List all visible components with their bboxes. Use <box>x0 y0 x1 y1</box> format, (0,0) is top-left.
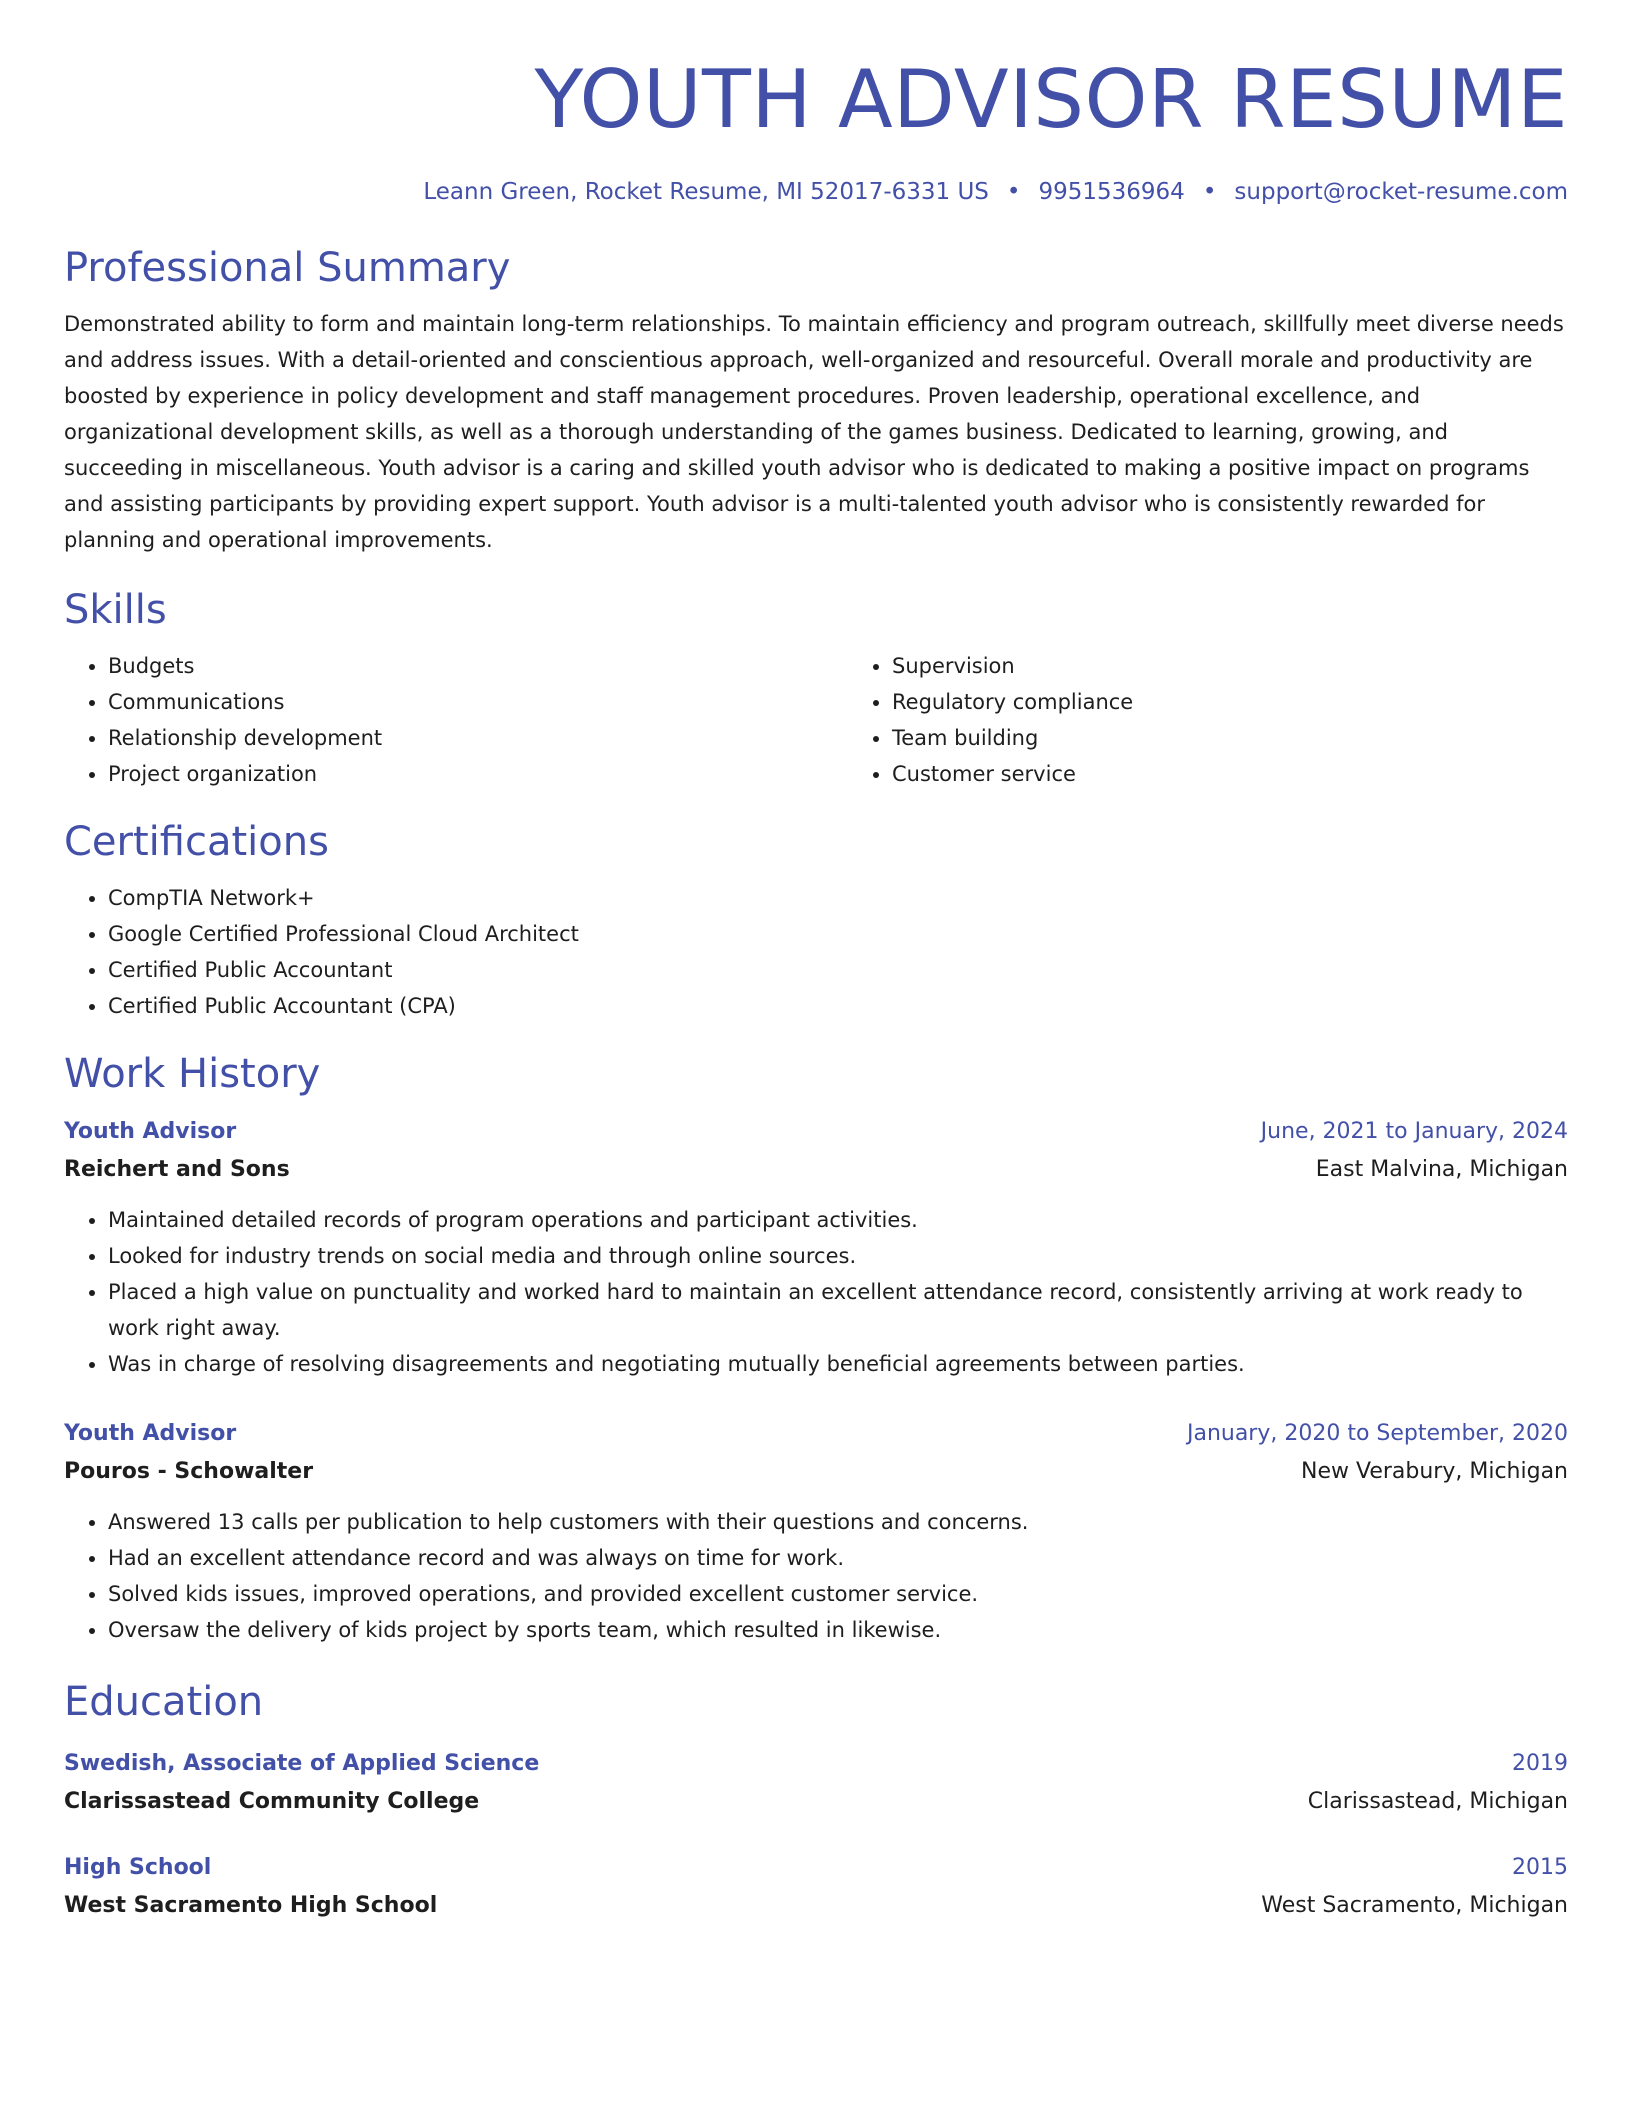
section-heading: Work History <box>64 1051 321 1097</box>
skills-list-right <box>848 648 1133 792</box>
job-bullet: • Placed a high value on punctuality and worked hard to maintain an excellent attendance record, consistently arriving at work ready to work right away. <box>108 1274 1568 1346</box>
skill-item: • Regulatory compliance <box>892 684 1133 720</box>
skills-grid <box>64 648 1568 792</box>
education-degree-row <box>64 1850 1568 1886</box>
certification-item: • Google Certified Professional Cloud Architect <box>108 916 1568 952</box>
job-company: Pouros - Schowalter <box>64 1459 314 1484</box>
education-entry <box>64 1850 1568 1926</box>
education-degree: High School <box>64 1855 212 1880</box>
contact-address: Leann Green, Rocket Resume, MI 52017-6331 US <box>423 179 989 205</box>
section-heading: Education <box>64 1679 264 1725</box>
contact-line <box>64 176 1568 208</box>
job-bullet: • Solved kids issues, improved operations, and provided excellent customer service. <box>108 1576 1568 1612</box>
job-bullet: • Was in charge of resolving disagreements and negotiating mutually beneficial agreements between parties. <box>108 1346 1568 1382</box>
certification-item: • Certified Public Accountant (CPA) <box>108 988 1568 1024</box>
skill-item: • Customer service <box>892 756 1133 792</box>
resume-title: YOUTH ADVISOR RESUME <box>534 53 1568 146</box>
job-company-row <box>64 1452 1568 1492</box>
job-dates: January, 2020 to September, 2020 <box>1186 1421 1568 1446</box>
education-location: West Sacramento, Michigan <box>1261 1893 1568 1918</box>
job-location: New Verabury, Michigan <box>1301 1459 1568 1484</box>
education-school-row <box>64 1886 1568 1926</box>
job-company-row <box>64 1150 1568 1190</box>
skill-item: • Relationship development <box>108 720 848 756</box>
contact-phone: 9951536964 <box>1038 179 1185 205</box>
education-school: Clarissastead Community College <box>64 1789 480 1814</box>
skill-item: • Supervision <box>892 648 1133 684</box>
certifications-section <box>64 816 1568 1024</box>
contact-separator: • <box>1006 179 1021 205</box>
job-company: Reichert and Sons <box>64 1157 290 1182</box>
job-bullets <box>64 1202 1568 1382</box>
job-entry <box>64 1114 1568 1382</box>
education-school-row <box>64 1782 1568 1822</box>
education-year: 2015 <box>1512 1855 1568 1880</box>
job-dates: June, 2021 to January, 2024 <box>1260 1119 1568 1144</box>
job-title-row <box>64 1416 1568 1452</box>
skill-item: • Project organization <box>108 756 848 792</box>
skill-item: • Budgets <box>108 648 848 684</box>
job-bullet: • Maintained detailed records of program operations and participant activities. <box>108 1202 1568 1238</box>
certification-item: • Certified Public Accountant <box>108 952 1568 988</box>
job-bullet: • Answered 13 calls per publication to help customers with their questions and concerns. <box>108 1504 1568 1540</box>
certification-item: • CompTIA Network+ <box>108 880 1568 916</box>
job-location: East Malvina, Michigan <box>1315 1157 1568 1182</box>
skill-item: • Communications <box>108 684 848 720</box>
job-bullet: • Looked for industry trends on social media and through online sources. <box>108 1238 1568 1274</box>
job-title-row <box>64 1114 1568 1150</box>
education-degree: Swedish, Associate of Applied Science <box>64 1751 540 1776</box>
skills-list-left <box>64 648 848 792</box>
job-bullet: • Had an excellent attendance record and was always on time for work. <box>108 1540 1568 1576</box>
job-title: Youth Advisor <box>64 1119 237 1144</box>
section-heading: Skills <box>64 587 167 633</box>
job-bullet: • Oversaw the delivery of kids project by sports team, which resulted in likewise. <box>108 1612 1568 1648</box>
summary-text: Demonstrated ability to form and maintain long-term relationships. To maintain efficiency and program outreach, skillfully meet diverse needs and address issues. With a detail-oriented and conscientious approach, well-organized and resourceful. Overall morale and productivity are boosted by experience in policy development and staff management procedures. Proven leadership, operational excellence, and organizational development skills, as well as a thorough understanding of the games business. Dedicated to learning, growing, and succeeding in miscellaneous. Youth advisor is a caring and skilled youth advisor who is dedicated to making a positive impact on programs and assisting participants by providing expert support. Youth advisor is a multi-talented youth advisor who is consistently rewarded for planning and operational improvements. <box>64 312 1564 552</box>
job-title: Youth Advisor <box>64 1421 237 1446</box>
resume-header <box>64 52 1568 208</box>
section-heading: Professional Summary <box>64 245 511 291</box>
work-history-section <box>64 1048 1568 1648</box>
job-bullets <box>64 1504 1568 1648</box>
education-year: 2019 <box>1512 1751 1568 1776</box>
certifications-list <box>64 880 1568 1024</box>
education-entry <box>64 1746 1568 1822</box>
professional-summary-section <box>64 242 1568 558</box>
skills-section <box>64 584 1568 792</box>
education-section <box>64 1676 1568 1926</box>
skill-item: • Team building <box>892 720 1133 756</box>
job-entry <box>64 1416 1568 1648</box>
section-heading: Certifications <box>64 819 329 865</box>
education-school: West Sacramento High School <box>64 1893 438 1918</box>
contact-separator: • <box>1202 179 1217 205</box>
education-location: Clarissastead, Michigan <box>1307 1789 1568 1814</box>
education-degree-row <box>64 1746 1568 1782</box>
contact-email: support@rocket-resume.com <box>1234 179 1568 205</box>
